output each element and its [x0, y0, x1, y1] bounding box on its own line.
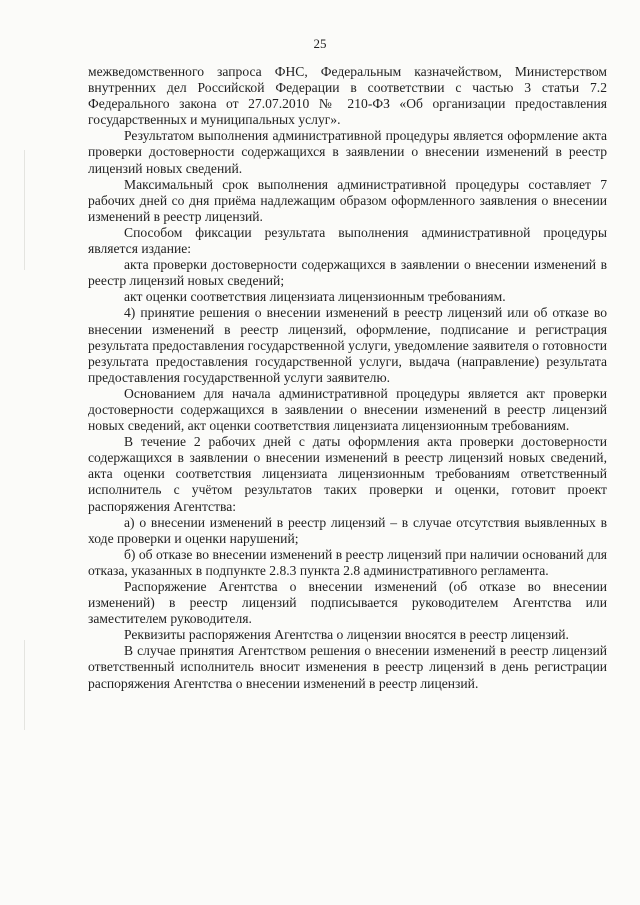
paragraph: В течение 2 рабочих дней с даты оформления акта проверки достоверности содержащихся в заявлении о внесении изменений в реестр лицензий новых сведений, акта оценки соответствия лицензиата лицензионным требованиям ответственный исполнитель с учётом результатов таких проверки и оценки, готовит проект распоряжения Агентства: [88, 434, 607, 514]
paragraph: Максимальный срок выполнения административной процедуры составляет 7 рабочих дней со дня приёма надлежащим образом оформленного заявления о внесении изменений в реестр лицензий. [88, 176, 607, 224]
list-item: акта проверки достоверности содержащихся в заявлении о внесении изменений в реестр лицензий новых сведений; [88, 257, 607, 289]
paragraph: В случае принятия Агентством решения о внесении изменений в реестр лицензий ответственный исполнитель вносит изменения в реестр лицензий в день регистрации распоряжения Агентства о внесении изменений в реестр лицензий. [88, 643, 607, 691]
document-body [88, 64, 607, 692]
list-item: б) об отказе во внесении изменений в реестр лицензий при наличии оснований для отказа, указанных в подпункте 2.8.3 пункта 2.8 административного регламента. [88, 546, 607, 578]
list-item: а) о внесении изменений в реестр лицензий – в случае отсутствия выявленных в ходе проверки и оценки нарушений; [88, 514, 607, 546]
paragraph: Распоряжение Агентства о внесении изменений (об отказе во внесении изменений) в реестр лицензий подписывается руководителем Агентства или заместителем руководителя. [88, 579, 607, 627]
paragraph: Результатом выполнения административной процедуры является оформление акта проверки достоверности содержащихся в заявлении о внесении изменений в реестр лицензий новых сведений. [88, 128, 607, 176]
page-number: 25 [313, 36, 327, 51]
scan-edge-mark [24, 640, 25, 730]
list-item: акт оценки соответствия лицензиата лицензионным требованиям. [124, 289, 506, 305]
paragraph: межведомственного запроса ФНС, Федеральным казначейством, Министерством внутренних дел Российской Федерации в соответствии с частью 3 статьи 7.2 Федерального закона от 27.07.2010 № 210-ФЗ «Об организации предоставления государственных и муниципальных услуг». [88, 64, 607, 128]
paragraph: 4) принятие решения о внесении изменений в реестр лицензий или об отказе во внесении изменений в реестр лицензий, оформление, подписание и регистрация результата предоставления государственной услуги, уведомление заявителя о готовности результата предоставления государственной услуги, выдача (направление) результата предоставления государственной услуги заявителю. [88, 305, 607, 385]
paragraph: Способом фиксации результата выполнения административной процедуры является издание: [88, 224, 607, 257]
paragraph: Реквизиты распоряжения Агентства о лицензии вносятся в реестр лицензий. [124, 627, 569, 643]
paragraph: Основанием для начала административной процедуры является акт проверки достоверности содержащихся в заявлении о внесении изменений в реестр лицензий новых сведений, акт оценки соответствия лицензиата лицензионным требованиям. [88, 385, 607, 434]
scan-edge-mark [24, 150, 25, 270]
